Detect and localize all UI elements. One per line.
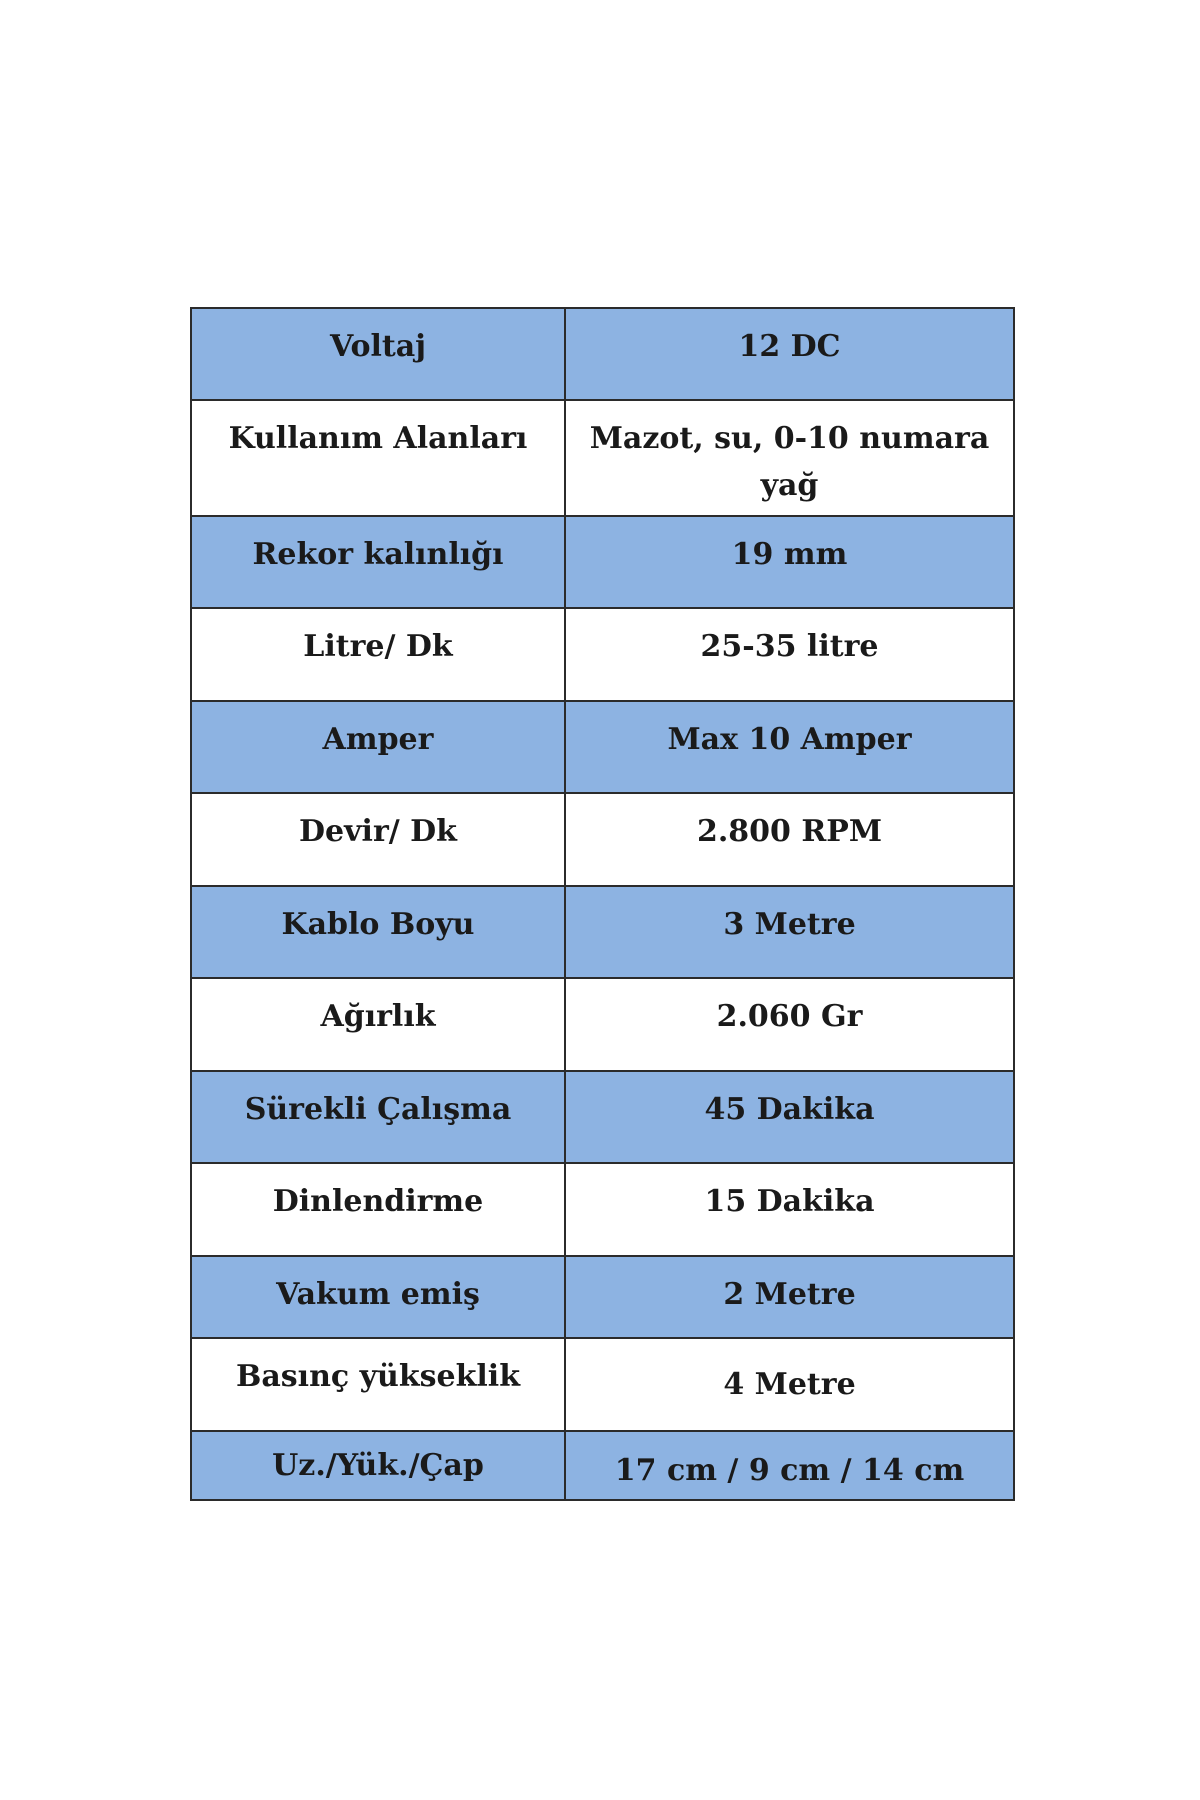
spec-value: 2 Metre	[565, 1256, 1014, 1338]
spec-value: Max 10 Amper	[565, 701, 1014, 793]
spec-value: 25-35 litre	[565, 608, 1014, 701]
table-row	[191, 978, 1014, 1071]
spec-value: Mazot, su, 0-10 numara yağ	[565, 400, 1014, 516]
table-row	[191, 1338, 1014, 1431]
spec-label: Vakum emiş	[191, 1256, 565, 1338]
spec-label: Kablo Boyu	[191, 886, 565, 978]
table-row	[191, 1256, 1014, 1338]
spec-label: Kullanım Alanları	[191, 400, 565, 516]
spec-label: Dinlendirme	[191, 1163, 565, 1256]
table-row	[191, 701, 1014, 793]
spec-label: Litre/ Dk	[191, 608, 565, 701]
spec-value: 4 Metre	[565, 1338, 1014, 1431]
table-row	[191, 308, 1014, 400]
table-row	[191, 793, 1014, 886]
spec-label: Basınç yükseklik	[191, 1338, 565, 1431]
table-row	[191, 886, 1014, 978]
table-row	[191, 400, 1014, 516]
table-row	[191, 516, 1014, 608]
spec-label: Sürekli Çalışma	[191, 1071, 565, 1163]
spec-value: 19 mm	[565, 516, 1014, 608]
spec-value: 17 cm / 9 cm / 14 cm	[565, 1431, 1014, 1500]
table-row	[191, 1071, 1014, 1163]
spec-label: Amper	[191, 701, 565, 793]
spec-table	[190, 307, 1015, 1501]
spec-value: 3 Metre	[565, 886, 1014, 978]
spec-value: 2.060 Gr	[565, 978, 1014, 1071]
spec-value: 15 Dakika	[565, 1163, 1014, 1256]
spec-value: 2.800 RPM	[565, 793, 1014, 886]
table-row	[191, 1431, 1014, 1500]
spec-label: Devir/ Dk	[191, 793, 565, 886]
spec-label: Voltaj	[191, 308, 565, 400]
spec-label: Rekor kalınlığı	[191, 516, 565, 608]
spec-label: Uz./Yük./Çap	[191, 1431, 565, 1500]
spec-value: 45 Dakika	[565, 1071, 1014, 1163]
spec-label: Ağırlık	[191, 978, 565, 1071]
table-row	[191, 608, 1014, 701]
spec-value: 12 DC	[565, 308, 1014, 400]
table-row	[191, 1163, 1014, 1256]
